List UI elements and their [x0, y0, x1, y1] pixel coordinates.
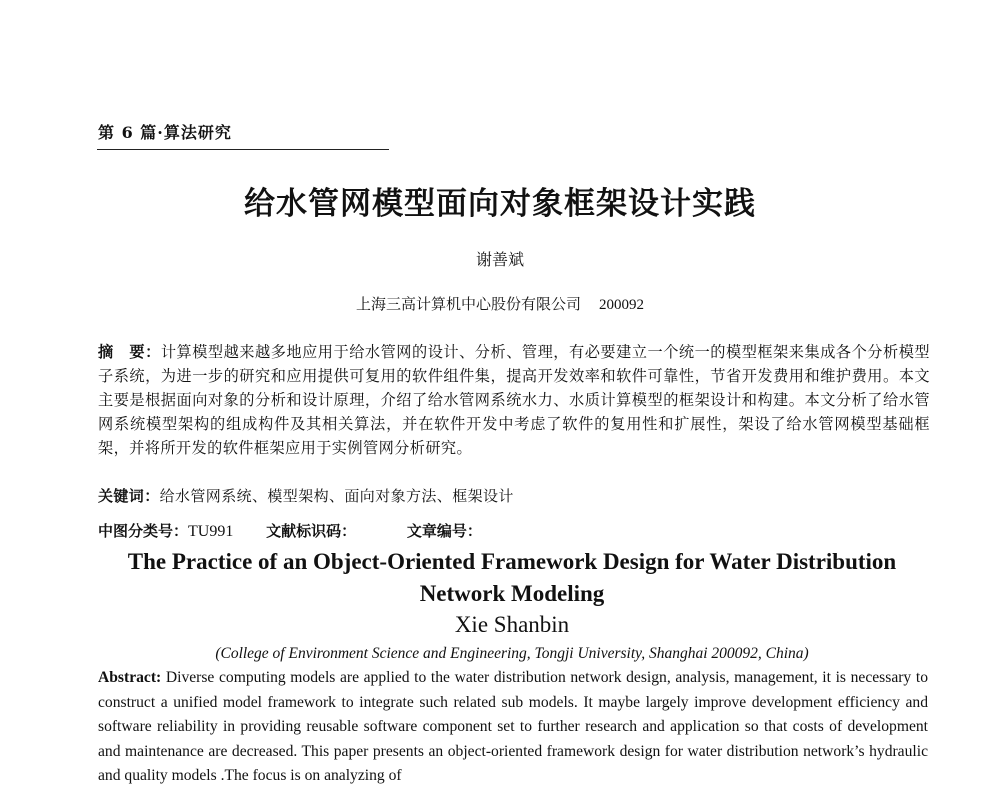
- chinese-title: 给水管网模型面向对象框架设计实践: [244, 186, 756, 222]
- section-header: 第 6 篇·算法研究: [98, 123, 232, 142]
- english-affiliation: (College of Environment Science and Engineering, Tongji University, Shanghai 200092, China): [215, 645, 809, 662]
- english-abstract: [98, 666, 928, 789]
- header-rule: [97, 149, 389, 150]
- chinese-keywords: [98, 485, 930, 506]
- chinese-affiliation: [0, 293, 1000, 314]
- english-author: Xie Shanbin: [454, 612, 570, 637]
- classification-line: [98, 520, 930, 541]
- chinese-abstract: [98, 340, 930, 460]
- chinese-abstract-text: 计算模型越来越多地应用于给水管网的设计、分析、管理，有必要建立一个统一的模型框架来集成各个分析模型子系统，为进一步的研究和应用提供可复用的软件组件集，提高开发效率和软件可靠性，节省开发费用和维护费用。本文主要是根据面向对象的分析和设计原理，介绍了给水管网系统水力、水质计算模型的框架设计和构建。本文分析了给水管网系统模型架构的组成构件及其相关算法，并在软件开发中考虑了软件的复用性和扩展性，架设了给水管网模型基础框架，并将所开发的软件框架应用于实例管网分析研究。: [98, 343, 930, 457]
- doc-code-label: 文献标识码：: [266, 522, 357, 540]
- chinese-abstract-label: 摘 要：: [98, 343, 161, 361]
- affiliation-postcode: 200092: [599, 297, 644, 313]
- clc-label: 中图分类号：: [98, 522, 189, 540]
- english-title-line-1: The Practice of an Object-Oriented Framework Design for Water Distribution: [127, 549, 897, 574]
- keywords-label: 关键词：: [98, 487, 160, 505]
- chinese-author: 谢善斌: [475, 250, 524, 269]
- english-abstract-label: Abstract:: [98, 669, 162, 686]
- english-title-line-2: Network Modeling: [419, 581, 605, 606]
- clc-value: TU991: [188, 523, 234, 540]
- keywords-text: 给水管网系统、模型架构、面向对象方法、框架设计: [159, 487, 514, 505]
- english-title: [0, 546, 1000, 610]
- affiliation-name: 上海三高计算机中心股份有限公司: [355, 295, 581, 313]
- article-no-label: 文章编号：: [406, 522, 482, 540]
- english-abstract-text: Diverse computing models are applied to the water distribution network design, analysis, management, it is necessary to construct a unified model framework to integrate such related sub models. It maybe largely improve development efficiency and software reliability in providing reusable software component set to further research and application so that costs of development and maintenance are decreased. This paper presents an object-oriented framework design for water distribution network’s hydraulic and quality models .The focus is on analyzing of: [98, 669, 928, 784]
